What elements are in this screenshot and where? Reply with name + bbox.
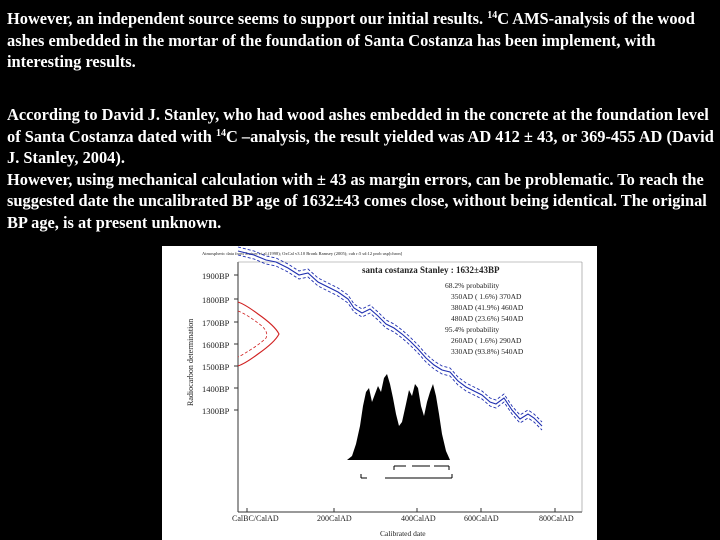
intro-superscript: 14 [487, 10, 498, 21]
legend-line-4: 480AD (23.6%) 540AD [451, 314, 524, 323]
probability-distribution [347, 374, 450, 460]
measurement-distribution [238, 302, 279, 366]
x-tick-400: 400CalAD [401, 514, 436, 523]
plot-frame [238, 262, 582, 512]
y-tick-1800: 1800BP [202, 295, 230, 305]
legend-line-3: 380AD (41.9%) 460AD [451, 303, 524, 312]
stanley-text-a: According to David J. Stanley, who had wood ashes embedded in the concrete at the foundation level of Santa Costanza dated with [7, 105, 709, 146]
y-tick-1600: 1600BP [202, 340, 230, 350]
y-tick-1900: 1900BP [202, 271, 230, 281]
y-tick-1700: 1700BP [202, 318, 230, 328]
y-tick-1500: 1500BP [202, 362, 230, 372]
calibration-figure [162, 246, 597, 540]
stanley-superscript: 14 [216, 127, 226, 139]
legend-line-2: 350AD ( 1.6%) 370AD [451, 292, 522, 301]
intro-text-b: C AMS-analysis of the wood ashes embedded in the mortar of the foundation of Santa Costanza has been implement, with interesting results. [7, 9, 695, 71]
paragraph-intro [7, 8, 715, 73]
stanley-text-b: C –analysis, the result yielded was AD 412 ± 43, or 369-455 AD (David J. Stanley, 2004). [7, 126, 714, 167]
figure-header: Atmospheric data from Stuiver et al.(1998); OxCal v3.10 Bronk Ramsey (2005); cub r:5 sd:12 prob usp[chron] [202, 251, 403, 256]
intro-text-a: However, an independent source seems to support our initial results. [7, 9, 488, 28]
legend-line-5: 95.4% probability [445, 325, 500, 334]
y-tick-1400: 1400BP [202, 384, 230, 394]
x-tick-200: 200CalAD [317, 514, 352, 523]
x-tick-800: 800CalAD [539, 514, 574, 523]
figure-title: santa costanza Stanley : 1632±43BP [362, 265, 500, 275]
probability-range-brackets [361, 466, 452, 478]
stanley-text-c: However, using mechanical calculation with ± 43 as margin errors, can be problematic. To reach the suggested date the uncalibrated BP age of 1632±43 comes close, without being identical. The original BP age, is at present unknown. [7, 169, 707, 232]
x-axis-label: Calibrated date [380, 529, 426, 538]
y-ticks [202, 271, 238, 416]
legend-line-7: 330AD (93.8%) 540AD [451, 347, 524, 356]
y-axis-label: Radiocarbon determination [186, 318, 195, 406]
legend-line-6: 260AD ( 1.6%) 290AD [451, 336, 522, 345]
legend-line-1: 68.2% probability [445, 281, 500, 290]
x-tick-0: CalBC/CalAD [232, 514, 279, 523]
probability-legend [445, 281, 524, 356]
calibration-plot [162, 246, 597, 540]
x-ticks [232, 508, 574, 523]
x-tick-600: 600CalAD [464, 514, 499, 523]
paragraph-stanley [7, 104, 715, 233]
y-tick-1300: 1300BP [202, 406, 230, 416]
